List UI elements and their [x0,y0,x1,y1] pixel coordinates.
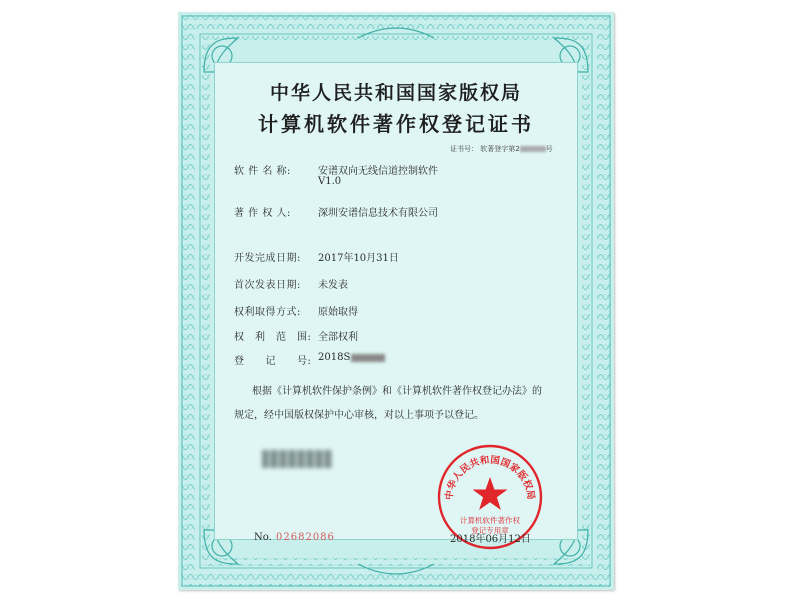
field-value-software-name: 安谱双向无线信道控制软件 [318,166,438,177]
serial-number: 02682086 [276,532,335,543]
field-value-completion-date: 2017年10月31日 [318,253,399,264]
field-value-owner: 深圳安谱信息技术有限公司 [318,208,438,219]
field-label-publish-date: 首次发表日期: [234,280,301,291]
seal-star-icon [473,477,508,510]
field-value-publish-date: 未发表 [318,280,348,291]
certificate [178,12,614,590]
field-label-scope: 权 利 范 围: [234,332,312,343]
field-label-completion-date: 开发完成日期: [234,253,301,264]
seal-ring-text: 中华人民共和国国家版权局 [443,454,537,501]
seal-center-line-2: 登记专用章 [471,526,509,535]
certificate-id-suffix: 号 [545,145,553,153]
redacted-mark [351,354,385,362]
certificate-id [450,144,553,154]
certificate-id-label: 证书号： [450,145,478,153]
field-label-software-name: 软 件 名 称: [234,166,291,177]
field-label-acquisition: 权利取得方式: [234,307,301,318]
field-label-registration-number: 登 记 号: [234,356,312,367]
legal-paragraph-line-2: 规定，经中国版权保护中心审核，对以上事项予以登记。 [234,410,484,421]
registration-number-text: 2018S [318,352,351,363]
seal-center-line-1: 计算机软件著作权 [460,516,520,525]
certificate-id-value: 软著登字第2 [480,145,520,153]
field-value-version: V1.0 [318,176,342,187]
legal-paragraph-line-1: 根据《计算机软件保护条例》和《计算机软件著作权登记办法》的 [252,386,542,397]
issue-date: 2018年06月12日 [450,534,531,545]
issuer-title: 中华人民共和国国家版权局 [269,82,522,104]
field-value-acquisition: 原始取得 [318,307,358,318]
redacted-mark [520,146,546,152]
field-label-owner: 著 作 权 人: [234,208,291,219]
serial-label: No. [254,532,272,543]
redacted-signature [262,450,332,468]
field-value-registration-number [318,352,385,363]
document-title: 计算机软件著作权登记证书 [258,112,534,136]
field-value-scope: 全部权利 [318,332,358,343]
